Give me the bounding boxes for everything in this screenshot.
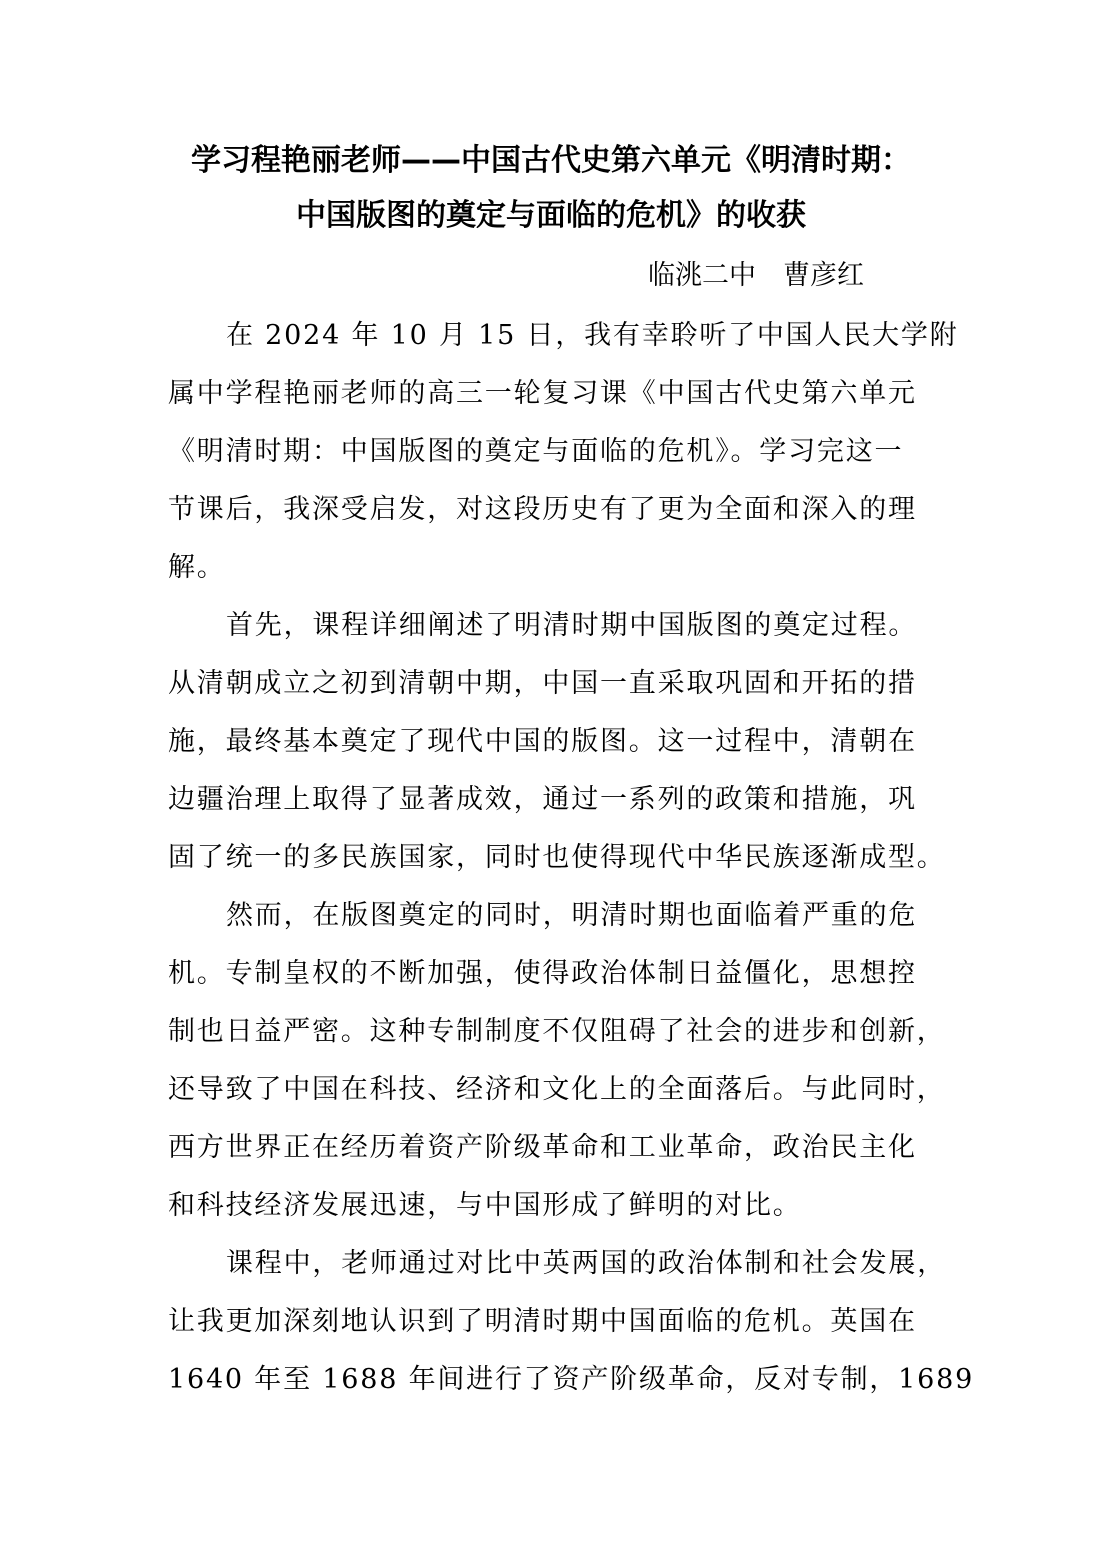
paragraph-line: 解。 [168, 552, 226, 583]
paragraph-line: 1640 年至 1688 年间进行了资产阶级革命，反对专制，1689 [168, 1364, 975, 1395]
paragraph-line: 和科技经济发展迅速，与中国形成了鲜明的对比。 [168, 1190, 802, 1221]
paragraph-line: 属中学程艳丽老师的高三一轮复习课《中国古代史第六单元 [168, 378, 917, 409]
paragraph-line: 让我更加深刻地认识到了明清时期中国面临的危机。英国在 [168, 1306, 917, 1337]
paragraph-line: 首先，课程详细阐述了明清时期中国版图的奠定过程。 [226, 610, 918, 641]
author-byline: 临洮二中 曹彦红 [648, 260, 864, 291]
paragraph-line: 西方世界正在经历着资产阶级革命和工业革命，政治民主化 [168, 1132, 917, 1163]
paragraph-line: 制也日益严密。这种专制制度不仅阻碍了社会的进步和创新， [168, 1016, 946, 1047]
paragraph-line: 《明清时期：中国版图的奠定与面临的危机》。学习完这一 [168, 436, 904, 467]
document-title-line-1: 学习程艳丽老师——中国古代史第六单元《明清时期： [191, 143, 911, 178]
paragraph-line: 在 2024 年 10 月 15 日，我有幸聆听了中国人民大学附 [226, 320, 959, 351]
paragraph-line: 从清朝成立之初到清朝中期，中国一直采取巩固和开拓的措 [168, 668, 917, 699]
paragraph-line: 然而，在版图奠定的同时，明清时期也面临着严重的危 [226, 900, 918, 931]
paragraph-line: 边疆治理上取得了显著成效，通过一系列的政策和措施，巩 [168, 784, 917, 815]
paragraph-line: 固了统一的多民族国家，同时也使得现代中华民族逐渐成型。 [168, 842, 946, 873]
paragraph-line: 课程中，老师通过对比中英两国的政治体制和社会发展， [226, 1248, 946, 1279]
paragraph-line: 还导致了中国在科技、经济和文化上的全面落后。与此同时， [168, 1074, 946, 1105]
paragraph-line: 节课后，我深受启发，对这段历史有了更为全面和深入的理 [168, 494, 917, 525]
paragraph-line: 施，最终基本奠定了现代中国的版图。这一过程中，清朝在 [168, 726, 917, 757]
paragraph-line: 机。专制皇权的不断加强，使得政治体制日益僵化，思想控 [168, 958, 917, 989]
document-title-line-2: 中国版图的奠定与面临的危机》的收获 [296, 198, 806, 233]
